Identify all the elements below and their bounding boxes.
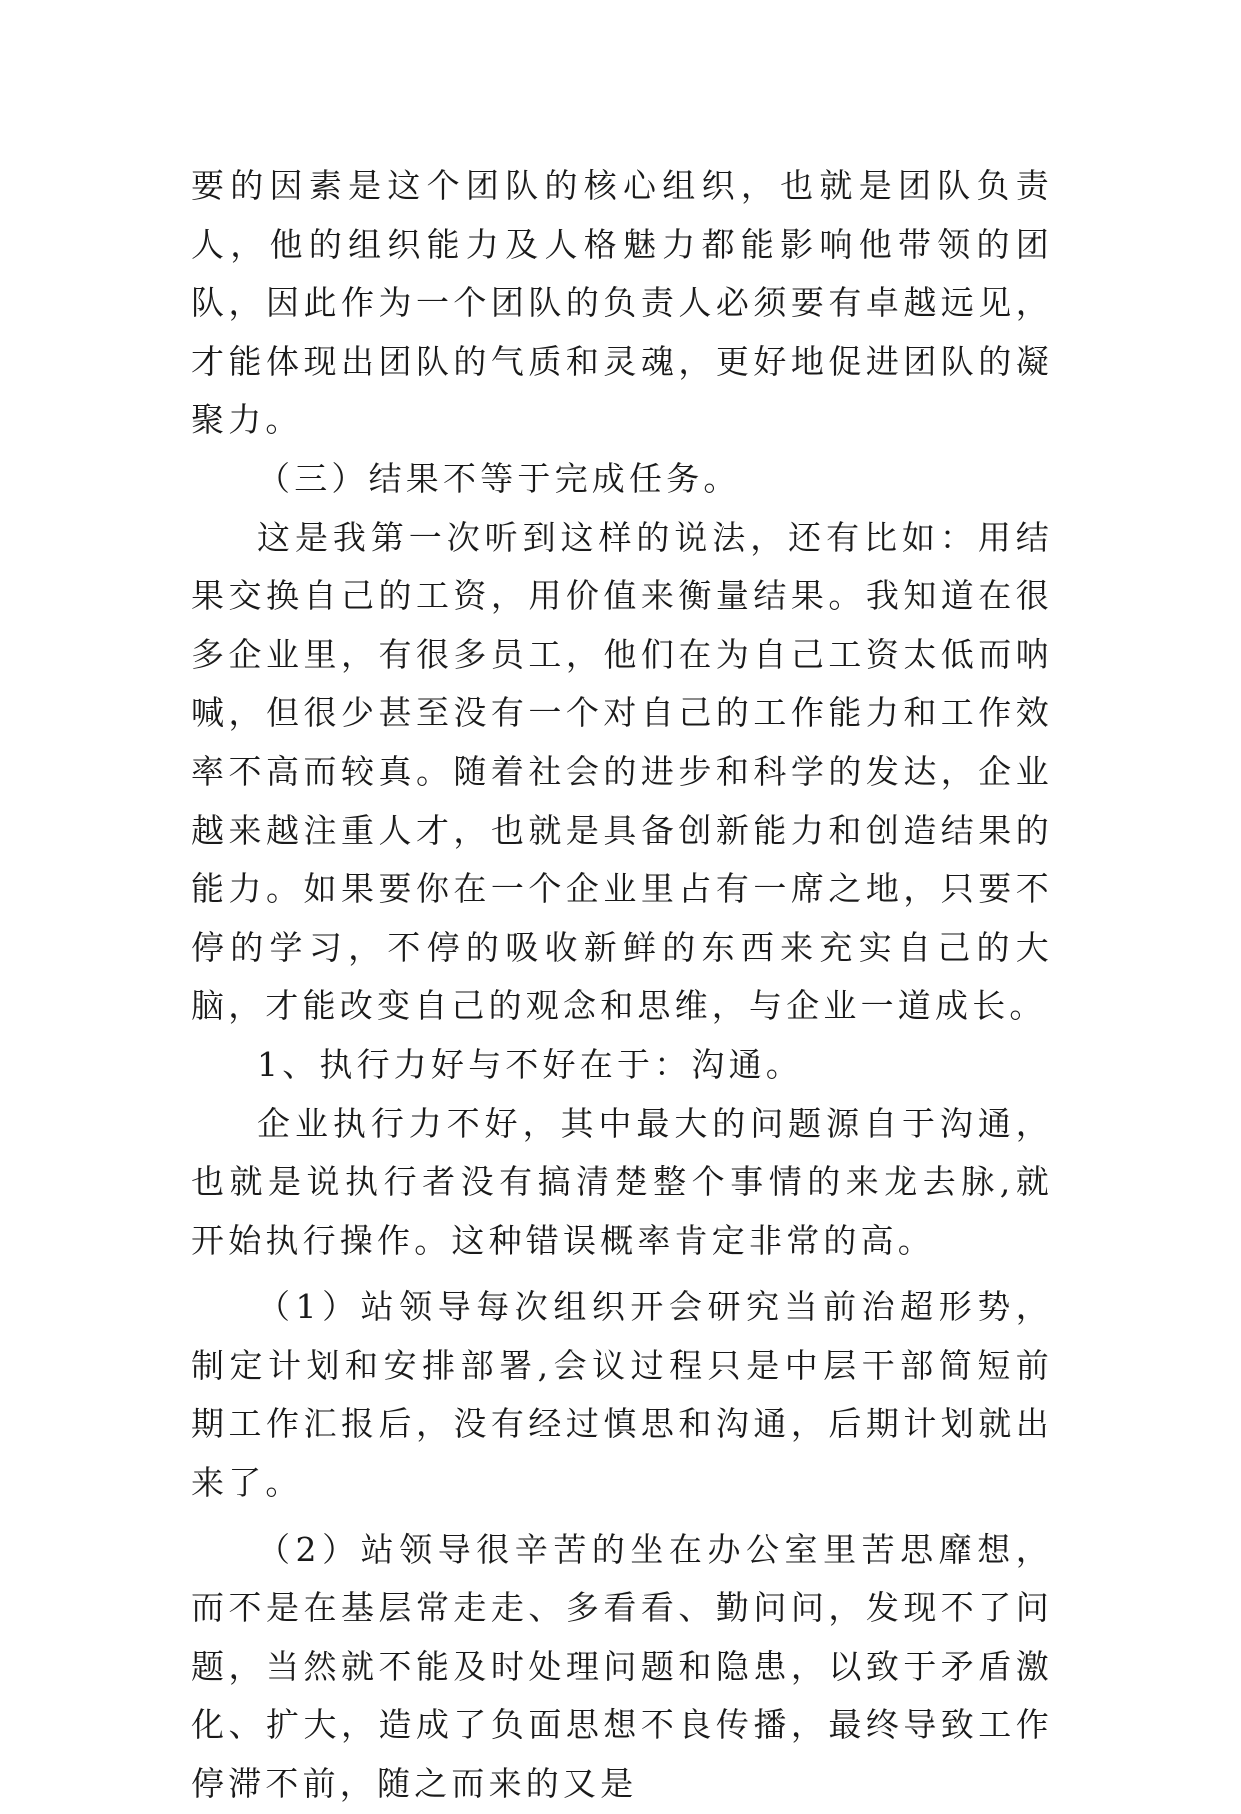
- document-body: [191, 157, 1053, 1814]
- section-heading-three: （三）结果不等于完成任务。: [257, 458, 741, 498]
- paragraph-execution: 企业执行力不好，其中最大的问题源自于沟通，也就是说执行者没有搞清楚整个事情的来龙去脉,就开始执行操作。这种错误概率肯定非常的高。: [191, 1103, 1053, 1260]
- paragraph-team-leader: 要的因素是这个团队的核心组织，也就是团队负责人，他的组织能力及人格魅力都能影响他带领的团队，因此作为一个团队的负责人必须要有卓越远见，才能体现出团队的气质和灵魂，更好地促进团队的凝聚力。: [191, 166, 1053, 440]
- paragraph-results: 这是我第一次听到这样的说法，还有比如：用结果交换自己的工资，用价值来衡量结果。我知道在很多企业里，有很多员工，他们在为自己工资太低而呐喊，但很少甚至没有一个对自己的工作能力和工作效率不高而较真。随着社会的进步和科学的发达，企业越来越注重人才，也就是具备创新能力和创造结果的能力。如果要你在一个企业里占有一席之地，只要不停的学习，不停的吸收新鲜的东西来充实自己的大脑，才能改变自己的观念和思维，与企业一道成长。: [191, 517, 1053, 1026]
- subheading-communication: 1、执行力好与不好在于：沟通。: [257, 1044, 803, 1084]
- list-item-2: （2）站领导很辛苦的坐在办公室里苦思靡想，而不是在基层常走走、多看看、勤问问，发现不了问题，当然就不能及时处理问题和隐患，以致于矛盾激化、扩大，造成了负面思想不良传播，最终导致工作停滞不前，随之而来的又是: [191, 1529, 1053, 1804]
- list-item-1: （1）站领导每次组织开会研究当前治超形势，制定计划和安排部署,会议过程只是中层干部简短前期工作汇报后，没有经过慎思和沟通，后期计划就出来了。: [191, 1287, 1053, 1503]
